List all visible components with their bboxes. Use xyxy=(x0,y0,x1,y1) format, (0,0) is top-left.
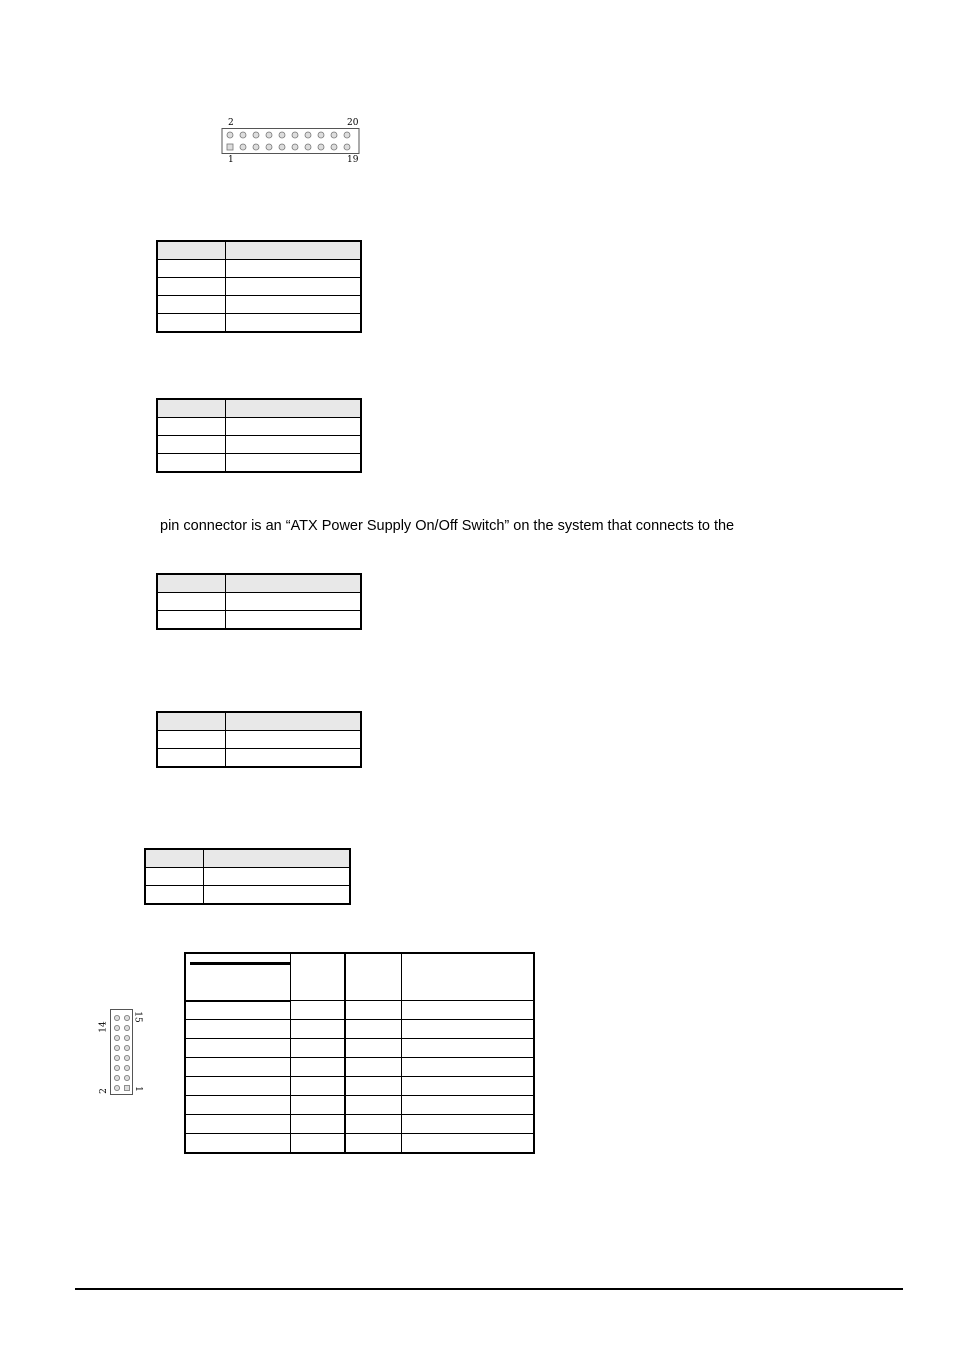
connector-20pin-graphic xyxy=(220,127,362,155)
table-row xyxy=(157,454,361,473)
table-row xyxy=(185,1020,534,1039)
table-row xyxy=(157,314,361,333)
pin-table-5 xyxy=(144,848,351,905)
table-row xyxy=(157,593,361,611)
table-header-row xyxy=(157,712,361,731)
table-row xyxy=(185,1115,534,1134)
table-header-row xyxy=(145,849,350,868)
pin-table-2 xyxy=(156,398,362,473)
pin-table-large xyxy=(184,952,535,1154)
pin-label-top-right: 15 xyxy=(132,1011,143,1023)
table-header-row xyxy=(157,241,361,260)
table-row xyxy=(185,1001,534,1020)
table-row xyxy=(185,1096,534,1115)
table-row xyxy=(157,731,361,749)
pin-label-top-left: 2 xyxy=(228,118,234,128)
table-row xyxy=(145,886,350,905)
pin-table-1 xyxy=(156,240,362,333)
table-row xyxy=(185,1077,534,1096)
pin-label-bottom-left: 2 xyxy=(98,1088,109,1094)
header-divider xyxy=(190,962,290,965)
table-row xyxy=(157,296,361,314)
table-header-row xyxy=(157,399,361,418)
pin-label-bottom-right: 19 xyxy=(347,155,359,165)
table-row xyxy=(185,1039,534,1058)
table-header-row xyxy=(185,953,534,1001)
header-divider xyxy=(186,1000,290,1002)
table-row xyxy=(157,260,361,278)
pin-label-bottom-right: 1 xyxy=(132,1086,143,1092)
connector-15pin-graphic xyxy=(109,1008,135,1096)
body-paragraph: pin connector is an “ATX Power Supply On/Off Switch” on the system that connects to the xyxy=(160,518,735,534)
table-row xyxy=(157,278,361,296)
table-row xyxy=(185,1134,534,1154)
table-row xyxy=(185,1058,534,1077)
table-header-row xyxy=(157,574,361,593)
pin-table-3 xyxy=(156,573,362,630)
footer-rule xyxy=(75,1288,903,1290)
table-row xyxy=(157,611,361,630)
table-row xyxy=(157,749,361,768)
pin-label-top-right: 20 xyxy=(347,118,359,128)
pin-label-bottom-left: 1 xyxy=(228,155,234,165)
table-row xyxy=(157,436,361,454)
pin-table-4 xyxy=(156,711,362,768)
table-row xyxy=(145,868,350,886)
table-row xyxy=(157,418,361,436)
pin-label-top-left: 14 xyxy=(98,1021,109,1033)
